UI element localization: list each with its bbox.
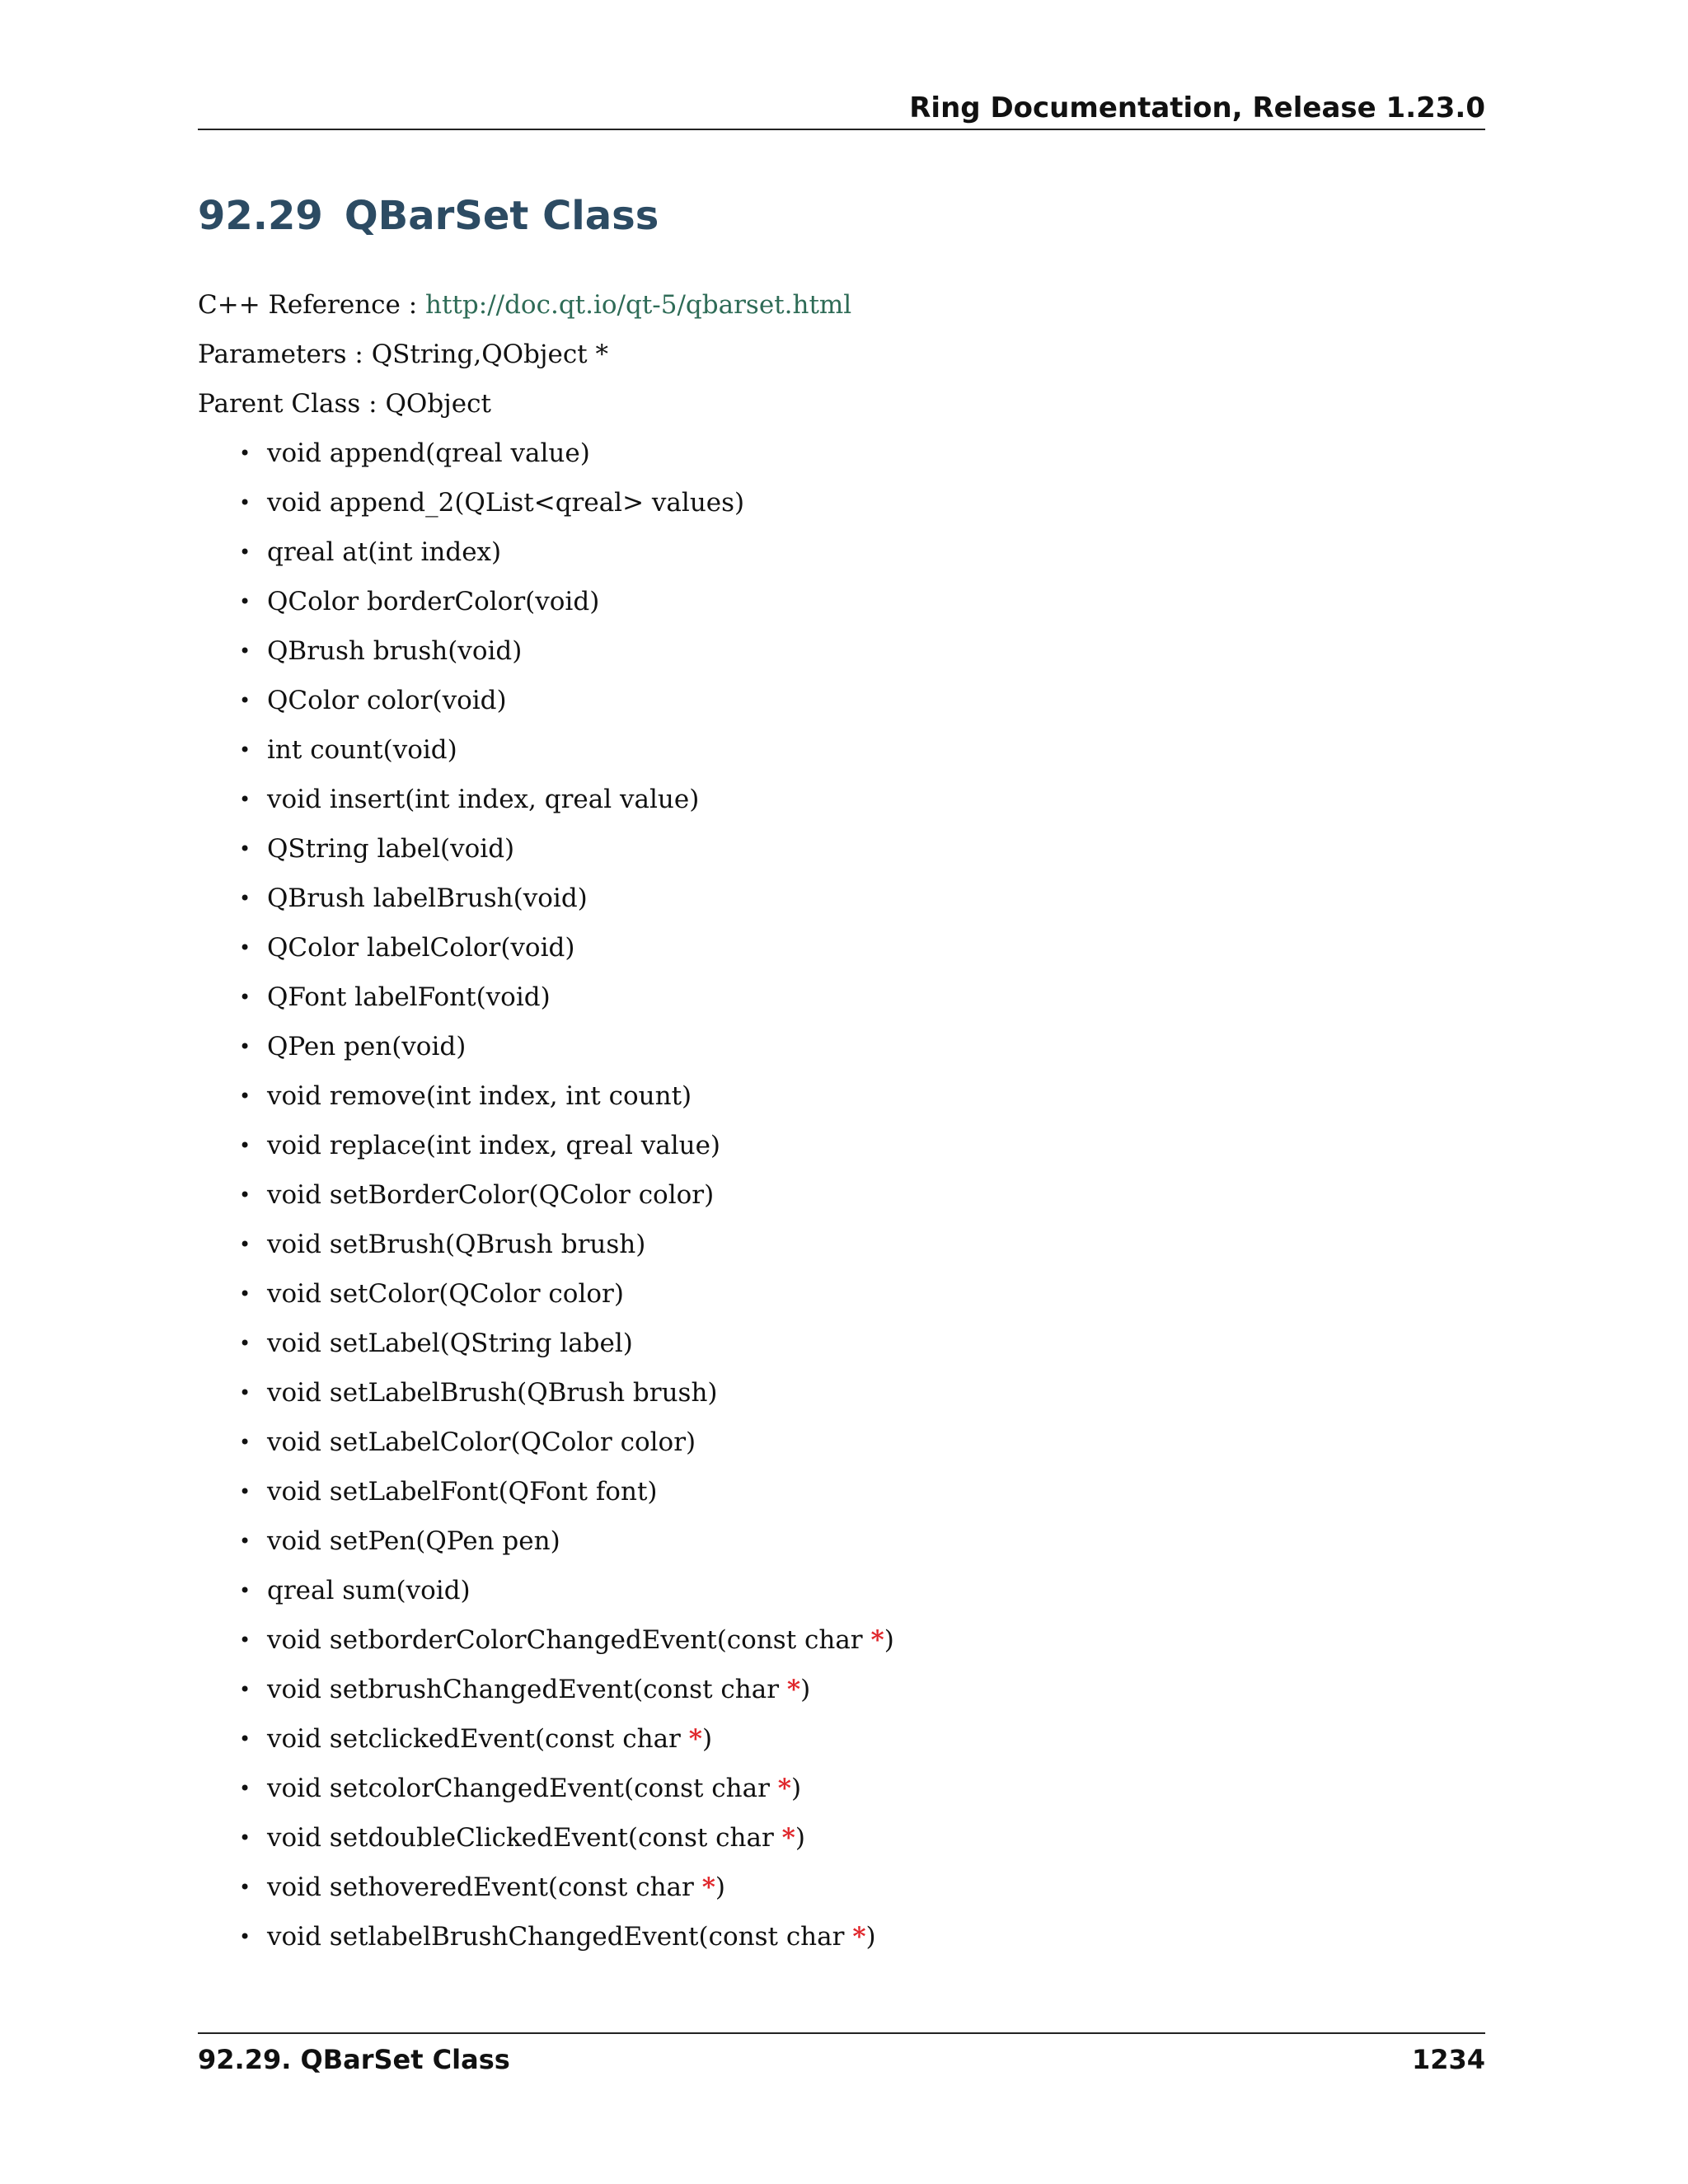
- list-item: [198, 429, 1485, 478]
- list-item: [198, 1170, 1485, 1220]
- method-signature: void setLabelColor(QColor color): [267, 1427, 696, 1457]
- bullet-icon: •: [239, 1727, 251, 1750]
- list-item: [198, 626, 1485, 676]
- pointer-star: *: [688, 1724, 702, 1754]
- method-signature: QColor color(void): [267, 686, 507, 715]
- method-signature: void setLabelBrush(QBrush brush): [267, 1378, 718, 1408]
- list-item: [198, 527, 1485, 577]
- list-item: [198, 1813, 1485, 1863]
- bullet-icon: •: [239, 1925, 251, 1948]
- bullet-icon: •: [239, 541, 251, 564]
- parent-class-value: QObject: [385, 389, 491, 419]
- section-number: 92.29: [198, 193, 323, 239]
- pointer-star: *: [701, 1872, 715, 1902]
- method-signature-end: ): [701, 1724, 713, 1754]
- list-item: [198, 874, 1485, 923]
- method-signature: void sethoveredEvent(const char: [267, 1872, 702, 1902]
- list-item: [198, 1912, 1485, 1961]
- method-list: [198, 429, 1485, 1961]
- list-item: [198, 1121, 1485, 1170]
- list-item: [198, 972, 1485, 1022]
- method-signature: void setdoubleClickedEvent(const char: [267, 1823, 782, 1853]
- bullet-icon: •: [239, 1035, 251, 1058]
- list-item: [198, 1467, 1485, 1516]
- list-item: [198, 1516, 1485, 1566]
- reference-label: C++ Reference :: [198, 290, 418, 320]
- parameters-value: QString,QObject *: [371, 340, 608, 369]
- method-signature: void insert(int index, qreal value): [267, 785, 700, 814]
- method-signature: void setBorderColor(QColor color): [267, 1180, 715, 1210]
- method-signature: QFont labelFont(void): [267, 982, 551, 1012]
- list-item: [198, 1566, 1485, 1615]
- bullet-icon: •: [239, 788, 251, 811]
- bullet-icon: •: [239, 837, 251, 860]
- method-signature: void append_2(QList<qreal> values): [267, 488, 745, 518]
- list-item: [198, 1418, 1485, 1467]
- parameters-label: Parameters :: [198, 340, 363, 369]
- method-signature: void setlabelBrushChangedEvent(const char: [267, 1922, 853, 1952]
- section-heading: [198, 191, 659, 241]
- list-item: [198, 725, 1485, 775]
- bullet-icon: •: [239, 1332, 251, 1355]
- bullet-icon: •: [239, 1777, 251, 1800]
- bullet-icon: •: [239, 887, 251, 910]
- method-signature-end: ): [795, 1823, 805, 1853]
- cpp-reference-line: [198, 280, 1485, 330]
- bullet-icon: •: [239, 491, 251, 514]
- bullet-icon: •: [239, 1629, 251, 1652]
- method-signature: void setColor(QColor color): [267, 1279, 624, 1309]
- bullet-icon: •: [239, 1579, 251, 1602]
- method-signature: void setLabelFont(QFont font): [267, 1477, 658, 1507]
- method-signature: void setborderColorChangedEvent(const char: [267, 1625, 871, 1655]
- list-item: [198, 1368, 1485, 1418]
- method-signature: QPen pen(void): [267, 1032, 467, 1062]
- section-title: QBarSet Class: [344, 193, 659, 239]
- list-item: [198, 577, 1485, 626]
- list-item: [198, 1220, 1485, 1269]
- bullet-icon: •: [239, 1480, 251, 1503]
- method-signature: void setclickedEvent(const char: [267, 1724, 689, 1754]
- method-signature: void setPen(QPen pen): [267, 1526, 560, 1556]
- page-footer: [198, 2032, 1485, 2082]
- method-signature: void remove(int index, int count): [267, 1081, 692, 1111]
- bullet-icon: •: [239, 1826, 251, 1849]
- parent-class-label: Parent Class :: [198, 389, 377, 419]
- footer-section-label: 92.29. QBarSet Class: [198, 2044, 510, 2075]
- list-item: [198, 1665, 1485, 1714]
- section-body: [198, 280, 1485, 1961]
- list-item: [198, 775, 1485, 824]
- list-item: [198, 478, 1485, 527]
- list-item: [198, 676, 1485, 725]
- pointer-star: *: [870, 1625, 884, 1655]
- list-item: [198, 1615, 1485, 1665]
- parent-class-line: [198, 379, 1485, 429]
- bullet-icon: •: [239, 689, 251, 712]
- list-item: [198, 824, 1485, 874]
- list-item: [198, 1269, 1485, 1319]
- method-signature-end: ): [800, 1675, 811, 1704]
- bullet-icon: •: [239, 1876, 251, 1899]
- method-signature: QColor borderColor(void): [267, 587, 600, 616]
- bullet-icon: •: [239, 738, 251, 762]
- bullet-icon: •: [239, 1530, 251, 1553]
- method-signature: void setbrushChangedEvent(const char: [267, 1675, 787, 1704]
- bullet-icon: •: [239, 986, 251, 1009]
- list-item: [198, 923, 1485, 972]
- method-signature: void setcolorChangedEvent(const char: [267, 1774, 778, 1803]
- method-signature-end: ): [791, 1774, 802, 1803]
- method-signature: QBrush brush(void): [267, 636, 523, 666]
- list-item: [198, 1863, 1485, 1912]
- bullet-icon: •: [239, 640, 251, 663]
- pointer-star: *: [777, 1774, 792, 1803]
- method-signature: qreal sum(void): [267, 1576, 471, 1605]
- bullet-icon: •: [239, 442, 251, 465]
- method-signature: qreal at(int index): [267, 537, 502, 567]
- method-signature: void replace(int index, qreal value): [267, 1131, 721, 1160]
- method-signature: void setLabel(QString label): [267, 1329, 633, 1358]
- method-signature: void setBrush(QBrush brush): [267, 1230, 646, 1259]
- pointer-star: *: [786, 1675, 801, 1704]
- bullet-icon: •: [239, 1381, 251, 1404]
- method-signature: QBrush labelBrush(void): [267, 883, 588, 913]
- bullet-icon: •: [239, 1183, 251, 1207]
- bullet-icon: •: [239, 1233, 251, 1256]
- bullet-icon: •: [239, 1431, 251, 1454]
- bullet-icon: •: [239, 936, 251, 959]
- page-header: [198, 91, 1485, 130]
- list-item: [198, 1764, 1485, 1813]
- method-signature: QColor labelColor(void): [267, 933, 575, 963]
- list-item: [198, 1319, 1485, 1368]
- method-signature-end: ): [865, 1922, 876, 1952]
- method-signature: void append(qreal value): [267, 438, 590, 468]
- bullet-icon: •: [239, 1282, 251, 1305]
- pointer-star: *: [781, 1823, 795, 1853]
- method-signature-end: ): [884, 1625, 894, 1655]
- method-signature: QString label(void): [267, 834, 515, 864]
- list-item: [198, 1714, 1485, 1764]
- list-item: [198, 1022, 1485, 1071]
- bullet-icon: •: [239, 1678, 251, 1701]
- method-signature-end: ): [715, 1872, 726, 1902]
- bullet-icon: •: [239, 1085, 251, 1108]
- pointer-star: *: [852, 1922, 866, 1952]
- bullet-icon: •: [239, 590, 251, 613]
- page-number: 1234: [1411, 2044, 1485, 2075]
- reference-link[interactable]: http://doc.qt.io/qt-5/qbarset.html: [425, 290, 852, 320]
- bullet-icon: •: [239, 1134, 251, 1157]
- parameters-line: [198, 330, 1485, 379]
- header-title: Ring Documentation, Release 1.23.0: [909, 91, 1485, 124]
- method-signature: int count(void): [267, 735, 457, 765]
- list-item: [198, 1071, 1485, 1121]
